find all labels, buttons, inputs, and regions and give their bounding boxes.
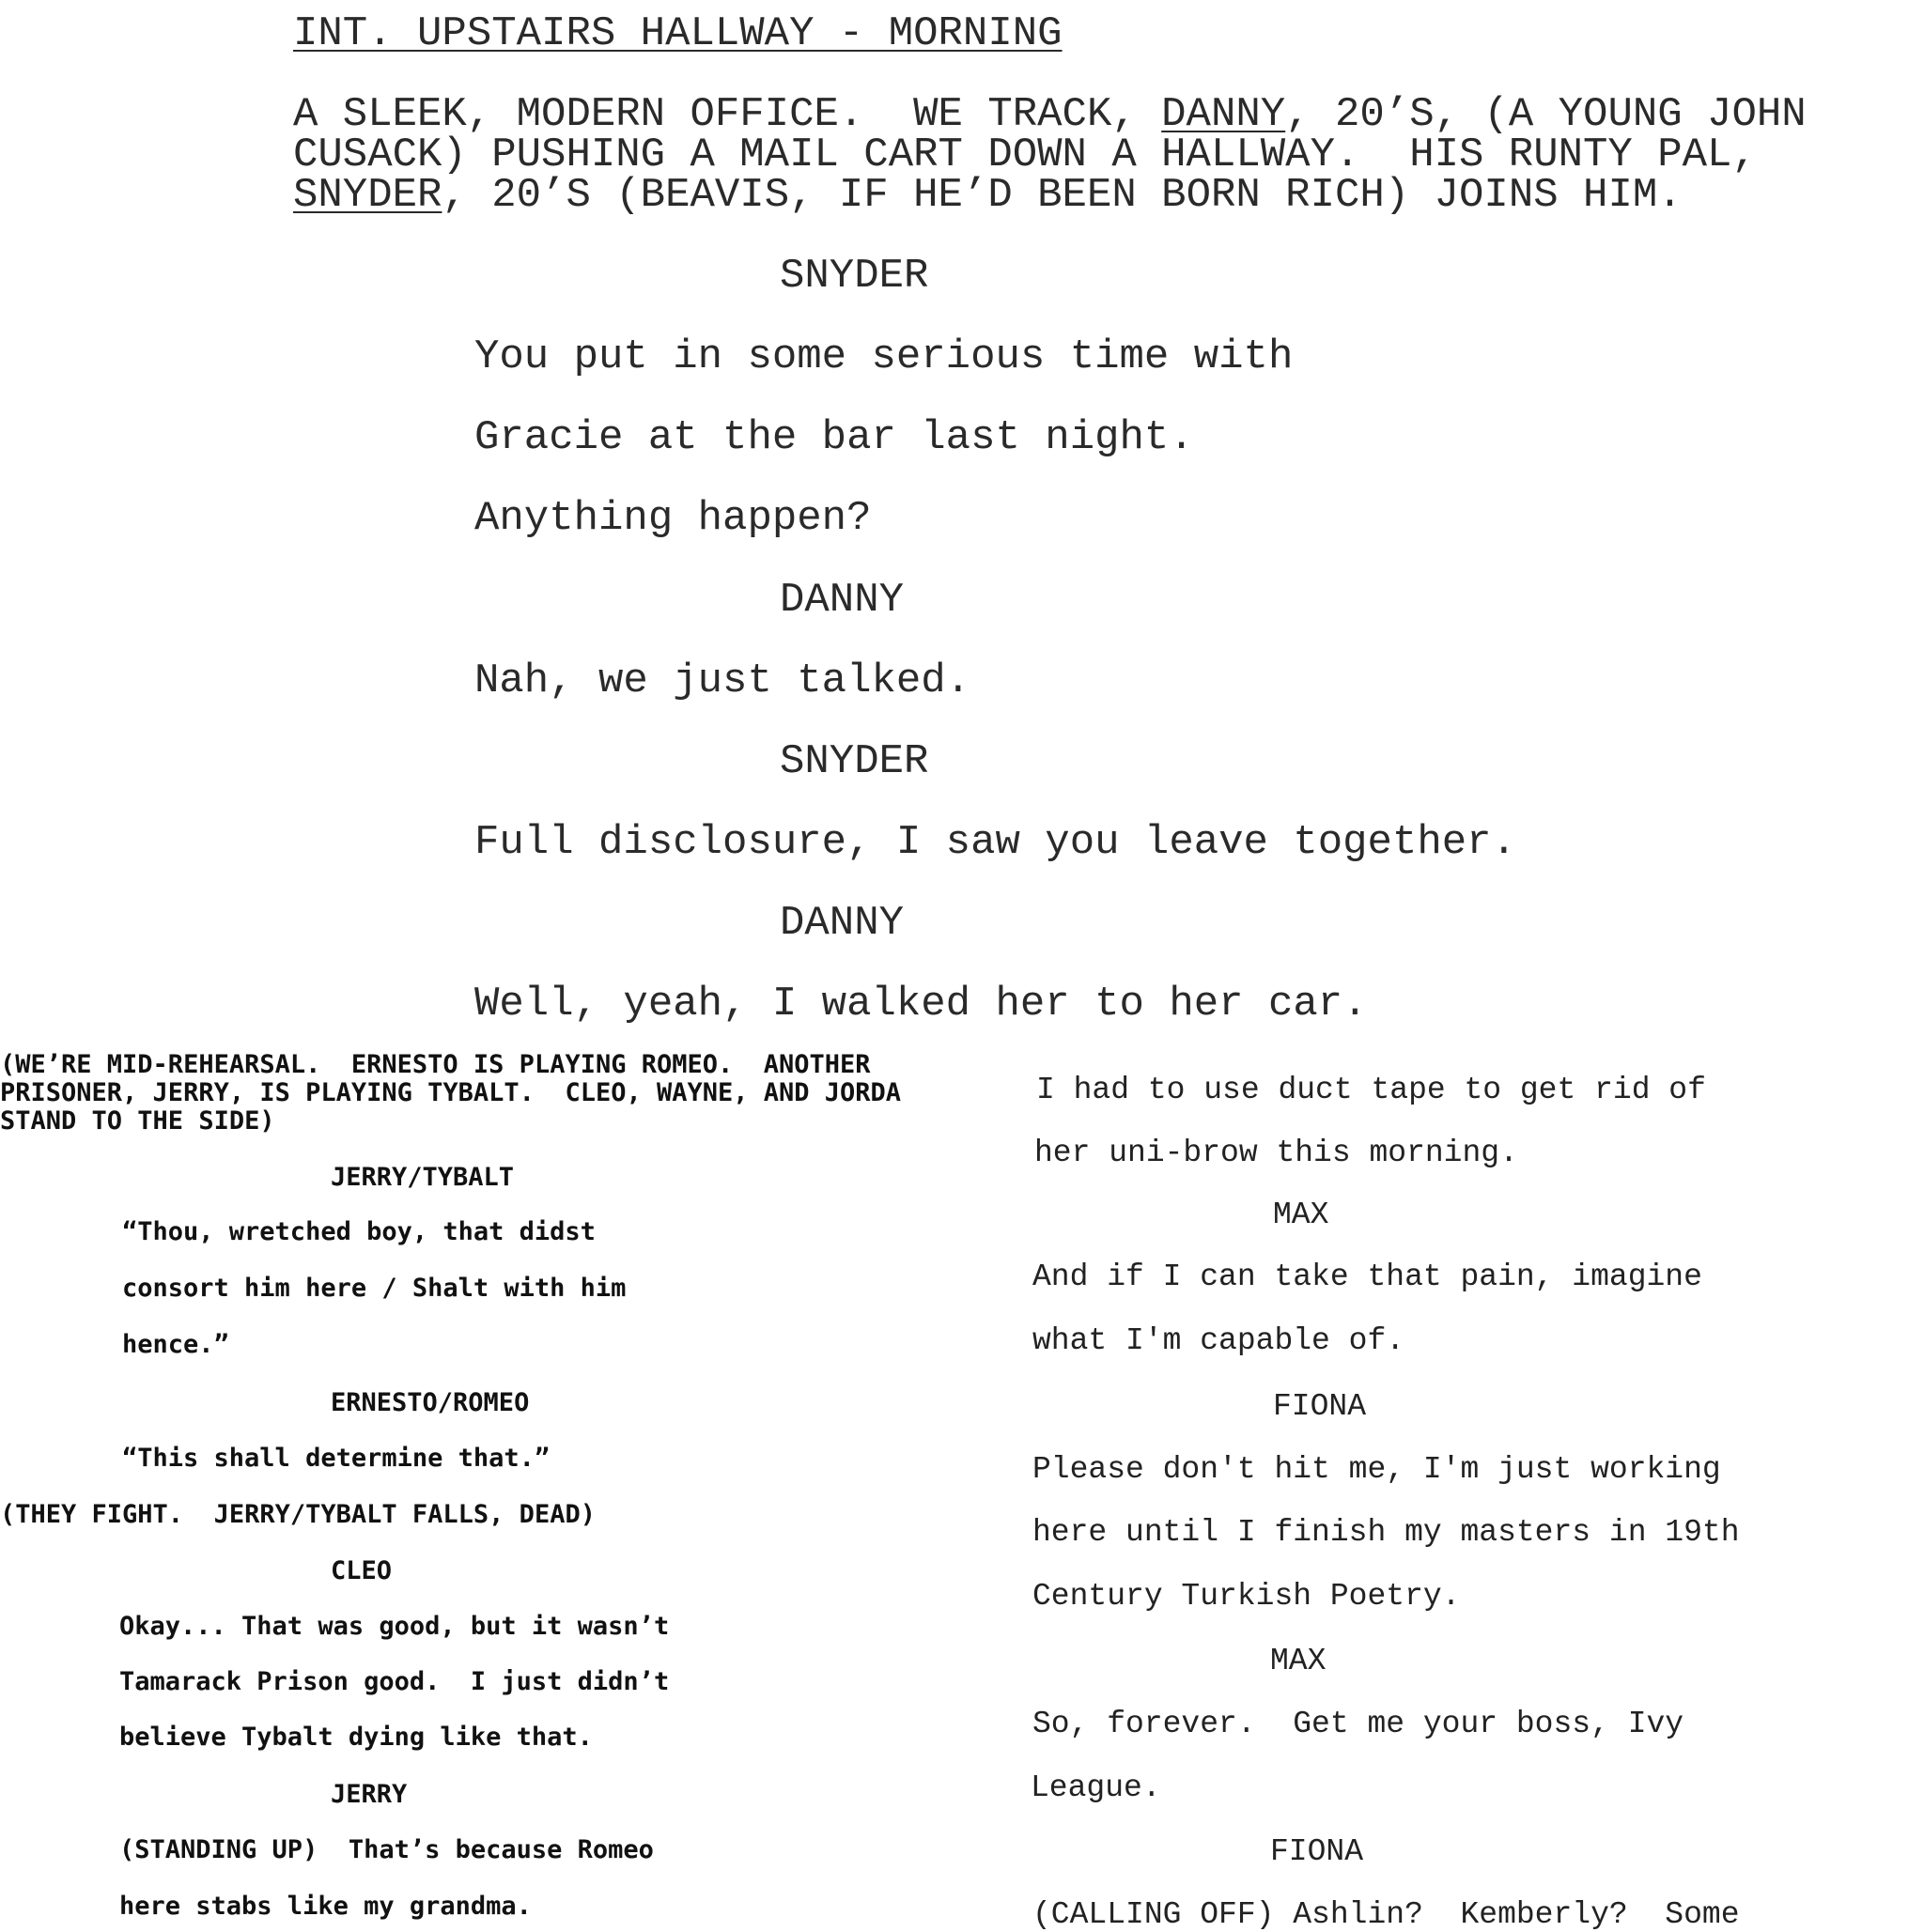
character-name: MAX (1273, 1198, 1329, 1232)
dialogue-line: Tamarack Prison good. I just didn’t (119, 1667, 670, 1696)
dialogue-line: You put in some serious time with (474, 333, 1294, 380)
action-line: (WE’RE MID-REHEARSAL. ERNESTO IS PLAYING ROMEO. ANOTHER (0, 1050, 871, 1079)
dialogue-line: Well, yeah, I walked her to her car. (474, 981, 1368, 1028)
dialogue-line: And if I can take that pain, imagine (1032, 1260, 1702, 1294)
dialogue-line: Nah, we just talked. (474, 657, 971, 704)
dialogue-line: consort him here / Shalt with him (122, 1274, 627, 1303)
scene-heading: INT. UPSTAIRS HALLWAY - MORNING (293, 10, 1063, 57)
dialogue-line: here until I finish my masters in 19th (1032, 1515, 1740, 1550)
character-name: JERRY (331, 1780, 408, 1809)
dialogue-line: (STANDING UP) That’s because Romeo (119, 1835, 654, 1864)
character-name: SNYDER (780, 253, 929, 300)
dialogue-line: “This shall determine that.” (122, 1444, 551, 1473)
character-intro-danny: DANNY (1161, 91, 1286, 138)
character-name: SNYDER (780, 738, 929, 785)
character-intro-snyder: SNYDER (293, 172, 442, 219)
dialogue-line: (CALLING OFF) Ashlin? Kemberly? Some (1032, 1897, 1740, 1932)
dialogue-line: here stabs like my grandma. (119, 1892, 532, 1921)
character-name: FIONA (1270, 1834, 1364, 1869)
dialogue-line: Century Turkish Poetry. (1032, 1579, 1461, 1614)
character-name: DANNY (780, 900, 905, 947)
dialogue-line: Anything happen? (474, 495, 872, 542)
action-line: PRISONER, JERRY, IS PLAYING TYBALT. CLEO, WAYNE, AND JORDA (0, 1078, 902, 1107)
dialogue-line: Okay... That was good, but it wasn’t (119, 1612, 670, 1641)
dialogue-line: “Thou, wretched boy, that didst (122, 1217, 596, 1246)
action-line: (THEY FIGHT. JERRY/TYBALT FALLS, DEAD) (0, 1500, 596, 1529)
action-line: CUSACK) PUSHING A MAIL CART DOWN A HALLWAY. HIS RUNTY PAL, (293, 131, 1757, 178)
character-name: DANNY (780, 577, 905, 624)
dialogue-line: So, forever. Get me your boss, Ivy (1032, 1707, 1684, 1741)
action-line: A SLEEK, MODERN OFFICE. WE TRACK, DANNY, 20’S, (A YOUNG JOHN (293, 91, 1807, 138)
character-name: MAX (1270, 1644, 1327, 1678)
dialogue-line: believe Tybalt dying like that. (119, 1723, 593, 1752)
dialogue-line: League. (1031, 1770, 1161, 1805)
character-name: CLEO (331, 1556, 393, 1585)
dialogue-line: Please don't hit me, I'm just working (1032, 1452, 1721, 1487)
character-name: ERNESTO/ROMEO (331, 1388, 530, 1417)
dialogue-line: hence.” (122, 1330, 229, 1359)
character-name: JERRY/TYBALT (331, 1163, 515, 1192)
action-line: STAND TO THE SIDE) (0, 1106, 275, 1136)
dialogue-line: what I'm capable of. (1032, 1323, 1405, 1358)
dialogue-line: Gracie at the bar last night. (474, 414, 1194, 461)
dialogue-line: I had to use duct tape to get rid of (1036, 1073, 1706, 1107)
dialogue-line: her uni-brow this morning. (1034, 1136, 1518, 1170)
character-name: FIONA (1273, 1389, 1367, 1424)
dialogue-line: Full disclosure, I saw you leave together. (474, 819, 1516, 866)
action-line: SNYDER, 20’S (BEAVIS, IF HE’D BEEN BORN RICH) JOINS HIM. (293, 172, 1683, 219)
